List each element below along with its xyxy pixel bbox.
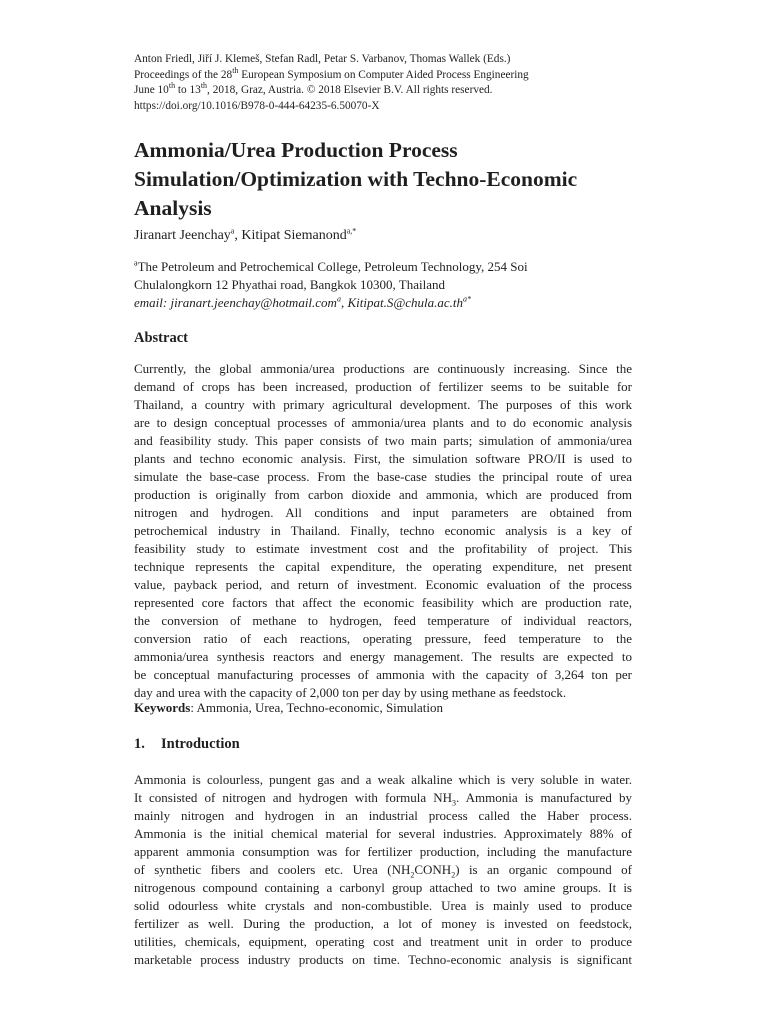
editors-line: Anton Friedl, Jiří J. Klemeš, Stefan Radl, Petar S. Varbanov, Thomas Wallek (Eds.) — [134, 53, 511, 65]
title-line: Analysis — [134, 196, 212, 220]
proceedings-text: Proceedings of the 28 — [134, 68, 233, 81]
abstract-heading: Abstract — [134, 330, 188, 346]
affiliation-marker: a — [336, 294, 341, 304]
abstract-line: petrochemical industry in Thailand. Finally, techno economic analysis is a key of — [134, 523, 632, 538]
abstract-line: value, payback period, and return of investment. Economic evaluation of the process — [134, 577, 632, 592]
title-line: Ammonia/Urea Production Process — [134, 138, 458, 162]
intro-text: ) is an organic compound of — [455, 862, 633, 877]
doi-line: https://doi.org/10.1016/B978-0-444-64235-6.50070-X — [134, 99, 380, 112]
abstract-line: are to design conceptual processes of ammonia/urea plants and to do economic analysis — [134, 415, 632, 430]
intro-line — [134, 861, 632, 879]
affiliation-marker: a — [134, 258, 138, 268]
email-text: email: jiranart.jeenchay@hotmail.com — [134, 295, 337, 310]
intro-text: CONH — [414, 862, 452, 877]
abstract-line: simulate the base-case process. From the base-case studies the principal route of urea — [134, 469, 632, 484]
abstract-line: be conceptual manufacturing processes of ammonia with the capacity of 3,264 ton per — [134, 667, 632, 682]
intro-text: . Ammonia is manufactured by — [456, 790, 632, 805]
intro-line: marketable process industry products on time. Techno-economic analysis is significant — [134, 952, 632, 967]
ordinal-sup: th — [232, 65, 239, 75]
keywords-text: : Ammonia, Urea, Techno-economic, Simulation — [190, 700, 443, 715]
abstract-line: production is originally from carbon dioxide and ammonia, which are produced from — [134, 487, 632, 502]
intro-line: apparent ammonia consumption was for fertilizer production, including the manufacture — [134, 844, 632, 859]
abstract-line: feasibility study to estimate investment cost and the profitability of project. This — [134, 541, 632, 556]
chem-subscript: 2 — [410, 870, 415, 880]
abstract-body — [134, 360, 632, 702]
author-name: Kitipat Siemanond — [241, 228, 347, 243]
section-title: Introduction — [161, 736, 240, 752]
abstract-line: represented core factors that affect the economic feasibility which are production rate, — [134, 595, 632, 610]
abstract-line: plants and techno economic analysis. First, the simulation software PRO/II is used to — [134, 451, 632, 466]
keywords-label: Keywords — [134, 700, 191, 715]
author-name: Jiranart Jeenchay — [134, 228, 231, 243]
abstract-line: the conversion of methane to hydrogen, feed temperature of individual reactors, — [134, 613, 632, 628]
dates-start: June 10 — [134, 84, 169, 96]
affiliation-marker: a* — [463, 294, 472, 304]
proceedings-header — [134, 52, 654, 114]
abstract-line: nitrogen and hydrogen. All conditions and input parameters are obtained from — [134, 505, 632, 520]
paper-title — [134, 136, 654, 223]
email-line — [134, 294, 654, 312]
abstract-line: demand of crops has been increased, production of fertilizer seems to be suitable for — [134, 379, 632, 394]
title-line: Simulation/Optimization with Techno-Economic — [134, 167, 578, 191]
abstract-line: and feasibility study. This paper consists of two main parts; simulation of ammonia/urea — [134, 433, 632, 448]
abstract-line: conversion ratio of each reactions, operating pressure, feed temperature to the — [134, 631, 632, 646]
abstract-line: ammonia/urea synthesis reactors and energy management. The results are expected to — [134, 649, 632, 664]
intro-line: solid odourless white crystals and non-combustible. Urea is mainly used to produce — [134, 898, 632, 913]
dates-line — [134, 83, 654, 99]
intro-line: nitrogenous compound containing a carbonyl group attached to two amine groups. It is — [134, 880, 632, 895]
affiliation-text: The Petroleum and Petrochemical College, Petroleum Technology, 254 Soi — [137, 259, 528, 274]
proceedings-line — [134, 65, 654, 84]
abstract-line: technique represents the capital expenditure, the operating expenditure, net present — [134, 559, 632, 574]
intro-line: Ammonia is colourless, pungent gas and a weak alkaline which is very soluble in water. — [134, 772, 632, 787]
affiliation — [134, 258, 654, 312]
chem-subscript: 2 — [451, 870, 456, 880]
intro-line: Ammonia is the initial chemical material for several industries. Approximately 88% of — [134, 826, 632, 841]
abstract-line: Thailand, a country with primary agricultural development. The purposes of this work — [134, 397, 632, 412]
abstract-line: Currently, the global ammonia/urea productions are continuously increasing. Since the — [134, 361, 632, 376]
section-number: 1. — [134, 736, 145, 752]
affiliation-line: Chulalongkorn 12 Phyathai road, Bangkok 10300, Thailand — [134, 277, 445, 292]
intro-text: of synthetic fibers and coolers etc. Urea (NH — [134, 862, 411, 877]
introduction-body — [134, 771, 632, 969]
intro-line: fertilizer as well. During the production, a lot of money is invested on feedstock, — [134, 916, 632, 931]
email-text: , Kitipat.S@chula.ac.th — [340, 295, 464, 310]
affiliation-marker: a — [230, 226, 235, 236]
intro-text: It consisted of nitrogen and hydrogen with formula NH — [134, 790, 453, 805]
author-separator: , — [234, 228, 242, 243]
proceedings-text-rest: European Symposium on Computer Aided Process Engineering — [238, 68, 529, 81]
dates-mid: to 13 — [175, 84, 201, 96]
dates-end: , 2018, Graz, Austria. © 2018 Elsevier B.V. All rights reserved. — [207, 84, 493, 96]
introduction-heading — [134, 736, 240, 753]
intro-line: utilities, chemicals, equipment, operating cost and treatment unit in order to produce — [134, 934, 632, 949]
intro-line: mainly nitrogen and hydrogen in an industrial process called the Haber process. — [134, 808, 632, 823]
ordinal-sup: th — [200, 81, 208, 91]
affiliation-marker: a,* — [346, 226, 357, 236]
ordinal-sup: th — [168, 81, 176, 91]
keywords-line — [134, 700, 443, 716]
abstract-line: day and urea with the capacity of 2,000 ton per day by using methane as feedstock. — [134, 685, 567, 700]
author-list — [134, 228, 356, 244]
intro-line — [134, 789, 632, 807]
affiliation-line — [134, 258, 654, 276]
chem-subscript: 3 — [452, 798, 457, 808]
